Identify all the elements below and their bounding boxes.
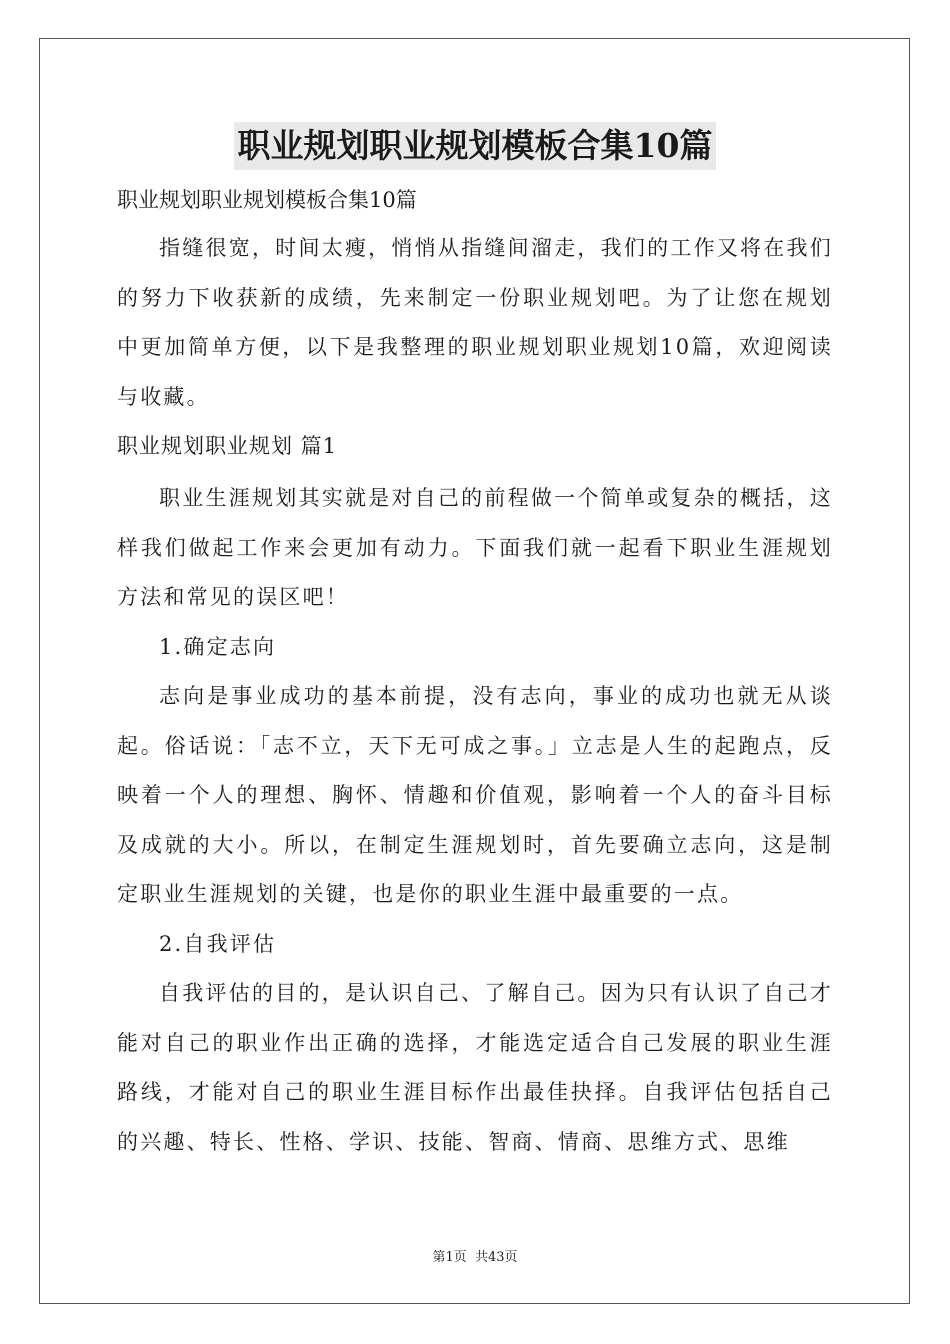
page-number: 第1页 — [432, 1250, 467, 1265]
title-container — [0, 122, 950, 170]
intro-paragraph: 指缝很宽，时间太瘦，悄悄从指缝间溜走，我们的工作又将在我们的努力下收获新的成绩，先来制定一份职业规划吧。为了让您在规划中更加简单方便，以下是我整理的职业规划职业规划10篇，欢迎阅读与收藏。 — [117, 236, 833, 409]
page-total: 共43页 — [474, 1250, 518, 1265]
section-intro-paragraph: 职业生涯规划其实就是对自己的前程做一个简单或复杂的概括，这样我们做起工作来会更加有动力。下面我们就一起看下职业生涯规划方法和常见的误区吧！ — [117, 486, 833, 609]
document-title: 职业规划职业规划模板合集10篇 — [234, 122, 717, 170]
section-heading: 职业规划职业规划 篇1 — [117, 434, 338, 458]
item1-heading: 1.确定志向 — [159, 634, 277, 659]
document-body — [117, 180, 833, 1167]
item1-paragraph: 志向是事业成功的基本前提，没有志向，事业的成功也就无从谈起。俗话说：「志不立，天下无可成之事。」立志是人生的起跑点，反映着一个人的理想、胸怀、情趣和价值观，影响着一个人的奋斗目标及成就的大小。所以，在制定生涯规划时，首先要确立志向，这是制定职业生涯规划的关键，也是你的职业生涯中最重要的一点。 — [117, 684, 833, 906]
item2-heading: 2.自我评估 — [159, 931, 277, 956]
page-footer — [0, 1246, 950, 1265]
document-subtitle: 职业规划职业规划模板合集10篇 — [117, 188, 417, 212]
item2-paragraph: 自我评估的目的，是认识自己、了解自己。因为只有认识了自己才能对自己的职业作出正确的选择，才能选定适合自己发展的职业生涯路线，才能对自己的职业生涯目标作出最佳抉择。自我评估包括自己的兴趣、特长、性格、学识、技能、智商、情商、思维方式、思维 — [117, 981, 833, 1154]
